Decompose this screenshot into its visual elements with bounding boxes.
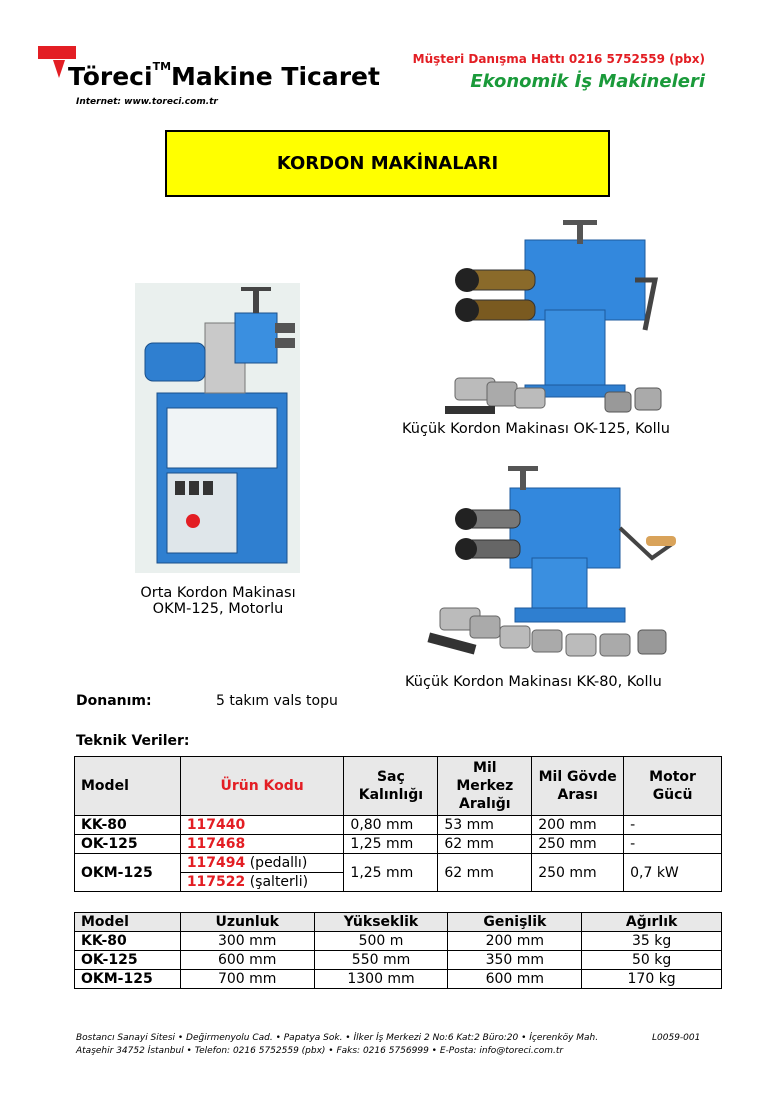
- spec-sac: 0,80 mm: [344, 816, 438, 835]
- kk-80-caption: Küçük Kordon Makinası KK-80, Kollu: [405, 674, 662, 690]
- footer-address-line2: Ataşehir 34752 İstanbul • Telefon: 0216 5752559 (pbx) • Faks: 0216 5756999 • E-Posta: info@toreci.com.tr: [76, 1046, 564, 1056]
- table-row: [75, 816, 722, 835]
- spec-govde: 250 mm: [532, 854, 624, 892]
- spec-table: [74, 756, 722, 892]
- dims-header-uzunluk: Uzunluk: [180, 913, 314, 932]
- spec-sac: 1,25 mm: [344, 835, 438, 854]
- website-text: Internet: www.toreci.com.tr: [76, 97, 218, 107]
- slogan-text: Ekonomik İş Makineleri: [470, 71, 705, 92]
- spec-header-sac: Saç Kalınlığı: [344, 757, 438, 816]
- spec-motor: -: [624, 816, 722, 835]
- dims-header-model: Model: [75, 913, 181, 932]
- spec-motor: -: [624, 835, 722, 854]
- spec-model: OK-125: [75, 835, 181, 854]
- table-row: [75, 854, 722, 873]
- dims-agirlik: 170 kg: [582, 970, 722, 989]
- ok-125-photo: [425, 210, 715, 420]
- okm-125-photo: [135, 283, 300, 573]
- spec-header-model: Model: [75, 757, 181, 816]
- spec-header-motor: Motor Gücü: [624, 757, 722, 816]
- okm-125-caption: [118, 585, 318, 617]
- spec-model: KK-80: [75, 816, 181, 835]
- dims-model: OKM-125: [75, 970, 181, 989]
- dims-genislik: 200 mm: [448, 932, 582, 951]
- okm-125-caption-line1: Orta Kordon Makinası: [140, 585, 296, 601]
- table-row: [75, 970, 722, 989]
- footer-address-line1: Bostancı Sanayi Sitesi • Değirmenyolu Cad. • Papatya Sok. • İlker İş Merkezi 2 No:6 Kat:2 Büro:20 • İçerenköy Mah.: [76, 1033, 599, 1043]
- spec-code-note: (şalterli): [249, 874, 309, 890]
- brand-name: Töreci™Makine Ticaret: [68, 60, 380, 91]
- dims-model: KK-80: [75, 932, 181, 951]
- table-row: [75, 932, 722, 951]
- dims-uzunluk: 700 mm: [180, 970, 314, 989]
- dims-genislik: 600 mm: [448, 970, 582, 989]
- donanim-label: Donanım:: [76, 693, 152, 709]
- dims-header-genislik: Genişlik: [448, 913, 582, 932]
- dims-agirlik: 50 kg: [582, 951, 722, 970]
- spec-code-cell: [180, 854, 344, 873]
- spec-merkez: 62 mm: [438, 854, 532, 892]
- logo-mark: [38, 46, 76, 59]
- table-row: [75, 835, 722, 854]
- dims-model: OK-125: [75, 951, 181, 970]
- spec-header-govde: Mil Gövde Arası: [532, 757, 624, 816]
- teknik-veriler-label: Teknik Veriler:: [76, 733, 190, 749]
- page-title: KORDON MAKİNALARI: [165, 130, 610, 197]
- spec-merkez: 62 mm: [438, 835, 532, 854]
- logo-mark-stem: [53, 60, 65, 78]
- dims-uzunluk: 300 mm: [180, 932, 314, 951]
- dimensions-table: [74, 912, 722, 989]
- ok-125-caption: Küçük Kordon Makinası OK-125, Kollu: [402, 421, 670, 437]
- spec-motor: 0,7 kW: [624, 854, 722, 892]
- dims-header-agirlik: Ağırlık: [582, 913, 722, 932]
- spec-code-note: (pedallı): [249, 855, 308, 871]
- dims-yukseklik: 500 m: [314, 932, 448, 951]
- spec-header-merkez: Mil Merkez Aralığı: [438, 757, 532, 816]
- dims-genislik: 350 mm: [448, 951, 582, 970]
- spec-code: 117522: [186, 874, 246, 890]
- spec-merkez: 53 mm: [438, 816, 532, 835]
- dims-header-yukseklik: Yükseklik: [314, 913, 448, 932]
- dims-header-row: [75, 913, 722, 932]
- dims-uzunluk: 600 mm: [180, 951, 314, 970]
- spec-header-code: Ürün Kodu: [180, 757, 344, 816]
- dims-yukseklik: 550 mm: [314, 951, 448, 970]
- okm-125-caption-line2: OKM-125, Motorlu: [152, 601, 284, 617]
- spec-sac: 1,25 mm: [344, 854, 438, 892]
- spec-code: 117468: [180, 835, 344, 854]
- table-row: [75, 951, 722, 970]
- spec-govde: 250 mm: [532, 835, 624, 854]
- dims-yukseklik: 1300 mm: [314, 970, 448, 989]
- hotline-text: Müşteri Danışma Hattı 0216 5752559 (pbx): [412, 52, 705, 66]
- kk-80-photo: [420, 458, 710, 670]
- spec-govde: 200 mm: [532, 816, 624, 835]
- donanim-value: 5 takım vals topu: [216, 693, 338, 709]
- document-number: L0059-001: [652, 1033, 701, 1043]
- spec-code-cell: [180, 873, 344, 892]
- dims-agirlik: 35 kg: [582, 932, 722, 951]
- spec-code: 117494: [186, 855, 246, 871]
- spec-header-row: [75, 757, 722, 816]
- spec-code: 117440: [180, 816, 344, 835]
- spec-model: OKM-125: [75, 854, 181, 892]
